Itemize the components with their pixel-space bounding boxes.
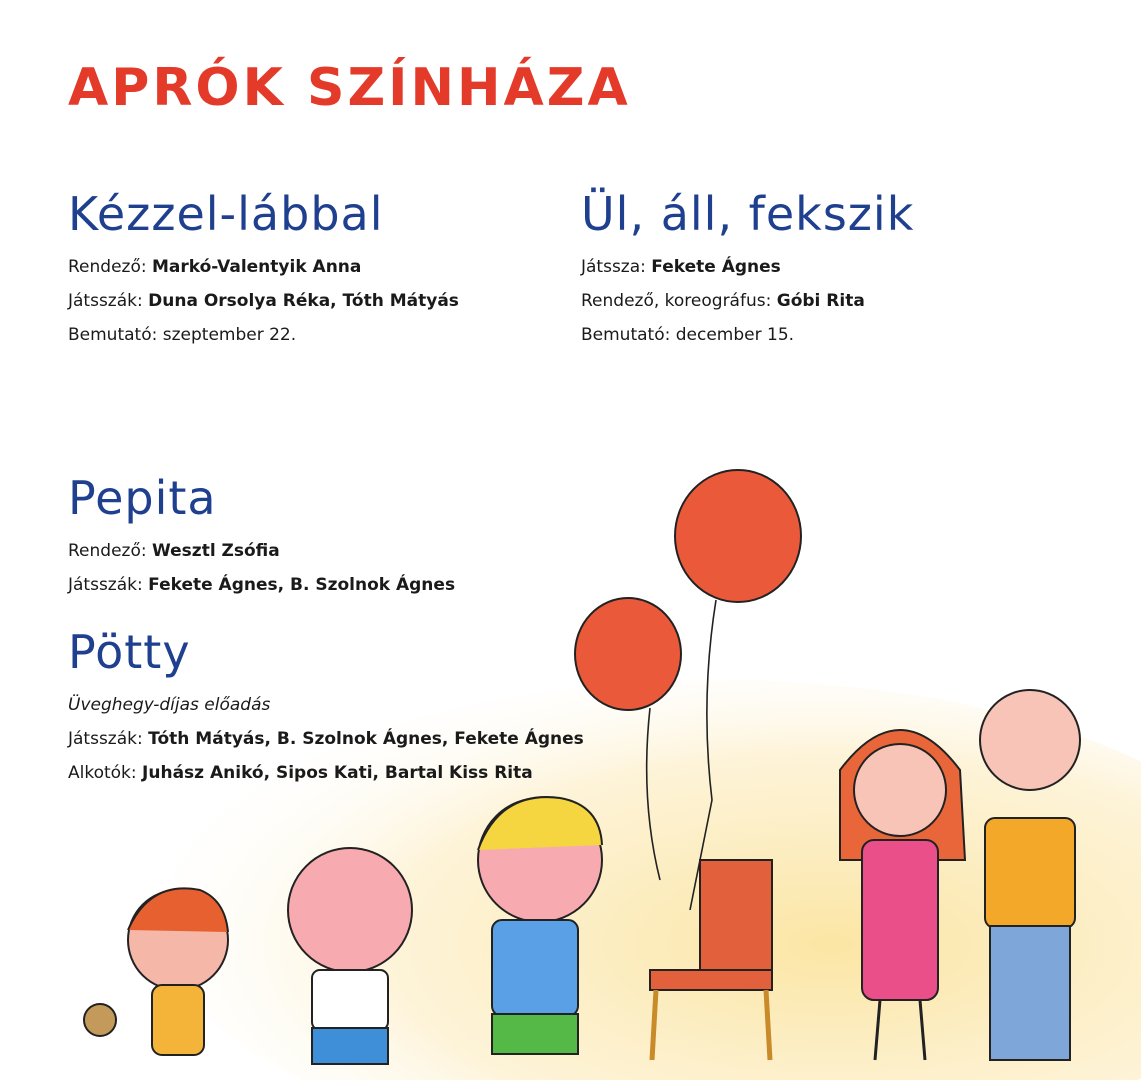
credit-label: Bemutató: [581,325,676,346]
show-title: Ül, áll, fekszik [581,187,915,241]
credit-line [68,318,459,352]
credit-line [68,250,459,284]
credit-value: december 15. [675,325,795,346]
credit-label: Rendező: [68,257,152,278]
credit-label: Játssza: [581,257,652,278]
credit-line [581,250,914,284]
show-ul-all-fekszik [581,187,915,352]
show-kezzel-labbal [68,187,459,352]
credit-value: Tóth Mátyás, B. Szolnok Ágnes, Fekete Ágnes [148,729,584,750]
credit-value: Duna Orsolya Réka, Tóth Mátyás [148,291,459,312]
credit-value: Juhász Anikó, Sipos Kati, Bartal Kiss Rita [142,763,533,784]
credit-value: szeptember 22. [162,325,297,346]
award-note [68,688,584,722]
credit-label: Játsszák: [68,729,149,750]
credit-label: Rendező, koreográfus: [581,291,777,312]
show-title: Kézzel-lábbal [68,187,384,241]
credit-line [68,756,584,790]
page-title: APRÓK SZÍNHÁZA [68,58,631,118]
show-potty [68,625,584,790]
credit-line [581,284,914,318]
credit-value: Wesztl Zsófia [152,541,280,562]
credit-label: Bemutató: [68,325,163,346]
credit-line [68,568,455,602]
credit-value: Góbi Rita [776,291,865,312]
credit-value: Fekete Ágnes, B. Szolnok Ágnes [148,575,456,596]
credit-label: Rendező: [68,541,152,562]
show-title: Pepita [68,471,217,525]
credit-line [68,284,459,318]
award-text: Üveghegy-díjas előadás [68,695,271,716]
credit-line [581,318,914,352]
show-title: Pötty [68,625,191,679]
credit-line [68,722,584,756]
credit-label: Alkotók: [68,763,143,784]
credit-line [68,534,455,568]
credit-label: Játsszák: [68,575,149,596]
girl-figure [84,888,228,1055]
show-pepita [68,471,456,602]
credit-value: Fekete Ágnes [651,257,781,278]
credit-value: Markó-Valentyik Anna [152,257,362,278]
credit-label: Játsszák: [68,291,149,312]
man-figure [980,690,1080,1060]
